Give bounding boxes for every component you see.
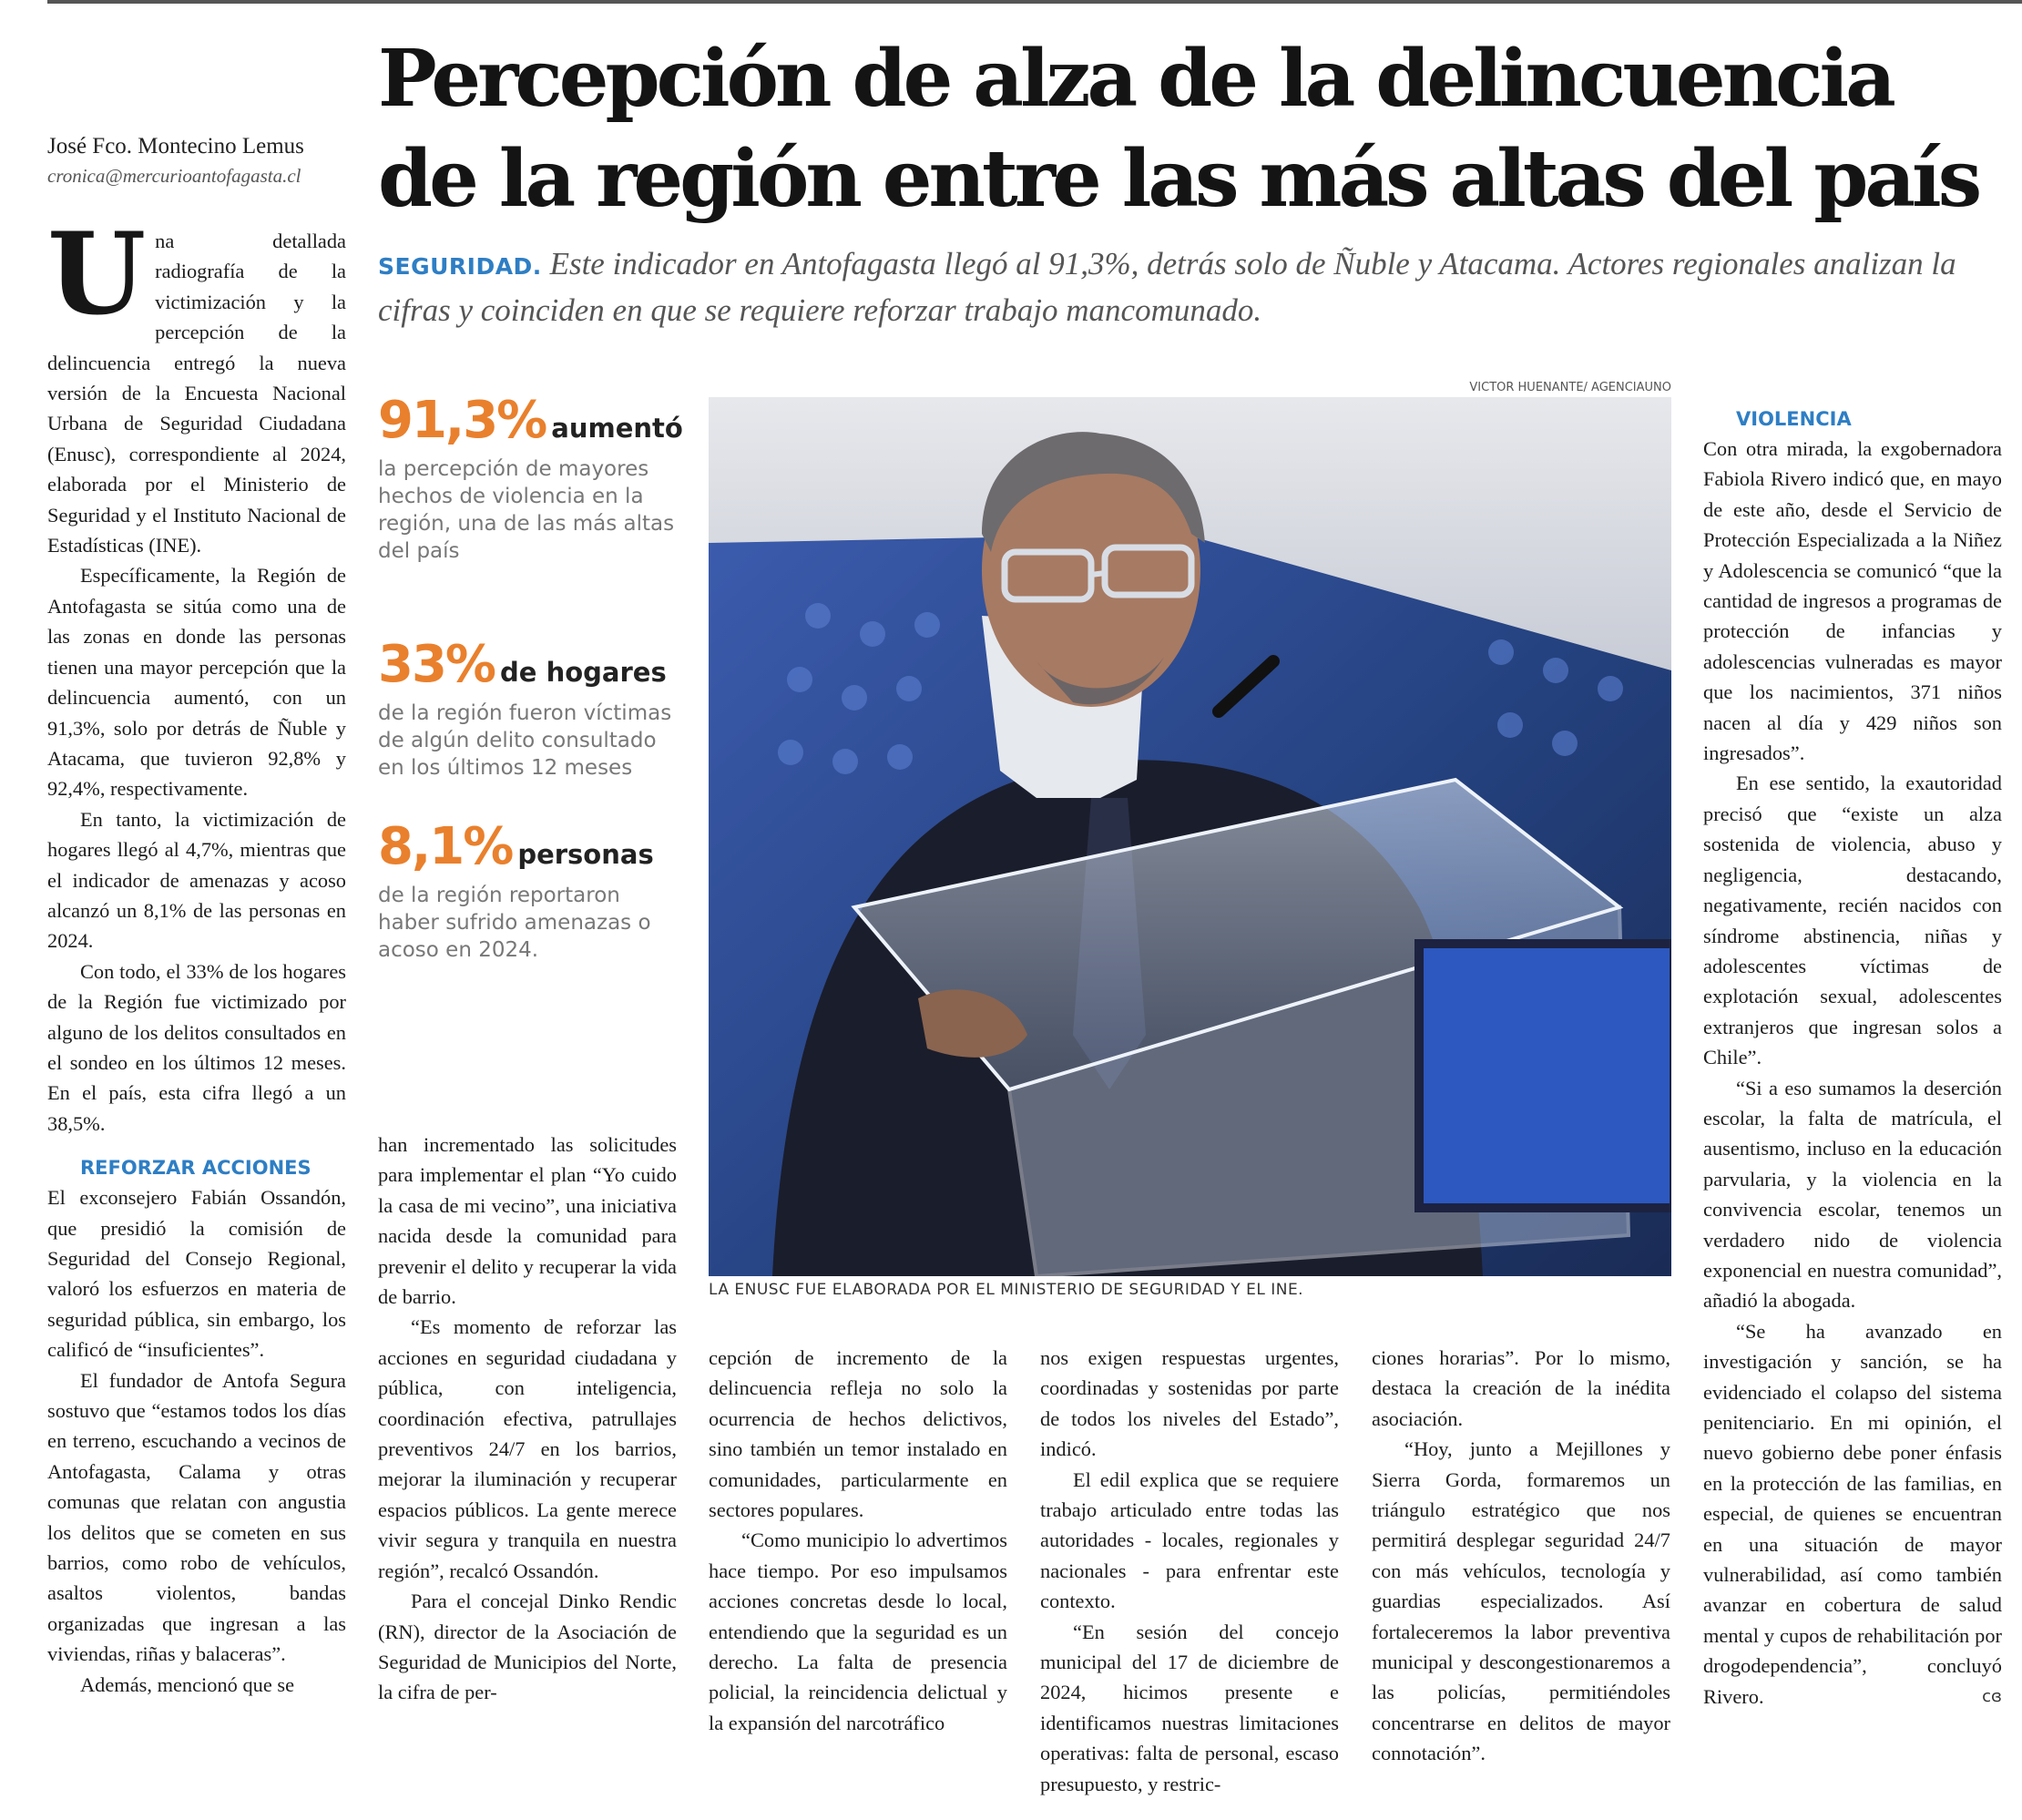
lead-paragraph: Una detallada radiografía de la victimización y la percepción de la delincuencia entregó la nueva versión de la Encuesta Nacional Urbana de Seguridad Ciudadana (Enusc), correspondiente al 2024, elaborada por el Ministerio de Seguridad y el Instituto Nacional de Estadísticas (INE). [47,209,346,557]
paragraph: nos exigen respuestas urgentes, coordinadas y sostenidas por parte de todos los niveles del Estado”, indicó. [1040,1346,1339,1461]
stat-word: de hogares [500,657,667,688]
stat-value: 91,3% [378,391,546,450]
deck [378,242,2008,332]
column-5 [1372,1343,1670,1769]
news-photo [709,397,1671,1276]
top-rule [47,0,2022,4]
deck-text: Este indicador en Antofagasta llegó al 91,3%, detrás solo de Ñuble y Atacama. Actores regionales analizan la cifras y coinciden en que se requiere reforzar trabajo mancomunado. [378,246,1956,328]
end-mark-icon: cɞ [1982,1686,2002,1706]
stat-description: de la región fueron víctimas de algún delito consultado en los últimos 12 meses [378,701,672,780]
stat-description: de la región reportaron haber sufrido amenazas o acoso en 2024. [378,884,651,962]
column-3 [709,1343,1007,1738]
stat-word: personas [517,839,654,870]
author-name: José Fco. Montecino Lemus [47,134,304,158]
stat-percepcion [378,391,683,565]
column-4 [1040,1343,1339,1799]
paragraph: Para el concejal Dinko Rendic (RN), director de la Asociación de Seguridad de Municipios del Norte, la cifra de per- [378,1590,677,1704]
paragraph: Con todo, el 33% de los hogares de la Región fue victimizado por alguno de los delitos consultados en el sondeo en los últimos 12 meses. En el país, esta cifra llegó a un 38,5%. [47,959,346,1135]
stat-word: aumentó [551,413,683,444]
headline: Percepción de alza de la delincuencia de la región entre las más altas del país [378,33,1979,225]
paragraph: El exconsejero Fabián Ossandón, que presidió la comisión de Seguridad del Consejo Regional, valoró los esfuerzos en materia de seguridad pública, sin embargo, los calificó de “insuficientes”. [47,1186,346,1362]
paragraph: El edil explica que se requiere trabajo articulado entre todas las autoridades - locales, regionales y nacionales - para enfrentar este contexto. [1040,1467,1339,1613]
stat-value: 33% [378,635,495,694]
paragraph: “Se ha avanzado en investigación y sanción, se ha evidenciado el colapso del sistema penitenciario. En mi opinión, el nuevo gobierno debe poner énfasis en la protección de las familias, en especial, de quienes se encuentran en una situación de mayor vulnerabilidad, así como también avanzar en cobertura de salud mental y cupos de rehabilitación por drogodependencia”, concluyó Rivero. cɞ [1703,1316,2002,1712]
byline [47,131,348,189]
author-email: cronica@mercurioantofagasta.cl [47,165,301,187]
paragraph: En ese sentido, la exautoridad precisó que “existe un alza sostenida de violencia, abuso y negligencia, destacando, negativamente, recién nacidos con síndrome abstinencia, niñas y adolescentes víctimas de explotación sexual, adolescentes extranjeros que ingresan solos a Chile”. [1703,772,2002,1069]
subhead-violencia: VIOLENCIA [1736,408,1852,430]
paragraph: han incrementado las solicitudes para implementar el plan “Yo cuido la casa de mi vecino”, una iniciativa nacida desde la comunidad para prevenir el delito y recuperar la vida de barrio. [378,1133,677,1309]
column-2 [378,1130,677,1708]
paragraph: “Si a eso sumamos la deserción escolar, la falta de matrícula, el ausentismo, incluso en la educación parvularia, y la violencia en la convivencia escolar, tenemos un verdadero nido de violencia exponencial en nuestra comunidad”, añadió la abogada. [1703,1076,2002,1313]
paragraph: cepción de incremento de la delincuencia refleja no solo la ocurrencia de hechos delictivos, sino también un temor instalado en comunidades, particularmente en sectores populares. [709,1346,1007,1522]
photo-caption: LA ENUSC FUE ELABORADA POR EL MINISTERIO DE SEGURIDAD Y EL INE. [709,1281,1304,1299]
paragraph: “Es momento de reforzar las acciones en seguridad ciudadana y pública, con inteligencia, coordinación efectiva, patrullajes preventivos 24/7 en los barrios, mejorar la iluminación y recuperar espacios públicos. La gente merece vivir segura y tranquila en nuestra región”, recalcó Ossandón. [378,1315,677,1582]
column-6 [1703,404,2002,1712]
stat-personas [378,817,679,964]
paragraph: Con otra mirada, la exgobernadora Fabiola Rivero indicó que, en mayo de este año, desde el Servicio de Protección Especializada a la Niñez y Adolescencia se comunicó “que la cantidad de ingresos a programas de protección de infancias y adolescencias vulneradas es mayor que los nacimientos, 371 niños nacen al día y 429 niños son ingresados”. [1703,437,2002,765]
paragraph: “En sesión del concejo municipal del 17 de diciembre de 2024, hicimos presente e identificamos nuestras limitaciones operativas: falta de personal, escaso presupuesto, y restric- [1040,1620,1339,1795]
paragraph: “Hoy, junto a Mejillones y Sierra Gorda, formaremos un triángulo estratégico que nos permitirá desplegar seguridad 24/7 con más vehículos, tecnología y guardias especializados. Así fortaleceremos la labor preventiva municipal y descongestionaremos a las policías, permitiéndoles concentrarse en delitos de mayor connotación”. [1372,1437,1670,1765]
paragraph: El fundador de Antofa Segura sostuvo que “estamos todos los días en terreno, escuchando a vecinos de Antofagasta, Calama y otras comunas que relatan con angustia los delitos que se cometen en sus barrios, como robo de vehículos, asaltos violentos, bandas organizadas que ingresan a las viviendas, riñas y balaceras”. [47,1368,346,1666]
drop-cap: U [47,209,147,341]
photo-credit: VICTOR HUENANTE/ AGENCIAUNO [1469,381,1671,394]
paragraph: Además, mencionó que se [80,1672,295,1696]
deck-kicker: SEGURIDAD. [378,253,542,280]
subhead-reforzar-acciones: REFORZAR ACCIONES [80,1157,311,1180]
stat-description: la percepción de mayores hechos de violencia en la región, una de las más altas del país [378,457,675,563]
paragraph: En tanto, la victimización de hogares llegó al 4,7%, mientras que el indicador de amenazas y acoso alcanzó un 8,1% de las personas en 2024. [47,807,346,953]
stat-hogares [378,635,679,782]
paragraph: Específicamente, la Región de Antofagasta se sitúa como una de las zonas en donde las personas tienen una mayor percepción que la delincuencia aumentó, con un 91,3%, solo por detrás de Ñuble y Atacama, que tuvieron 92,8% y 92,4%, respectivamente. [47,564,346,801]
stat-value: 8,1% [378,817,513,876]
paragraph: “Como municipio lo advertimos hace tiempo. Por eso impulsamos acciones concretas desde lo local, entendiendo que la seguridad es un derecho. La falta de presencia policial, la reincidencia delictual y la expansión del narcotráfico [709,1529,1007,1734]
column-1 [47,209,346,1700]
paragraph: ciones horarias”. Por lo mismo, destaca la creación de la inédita asociación. [1372,1346,1670,1430]
